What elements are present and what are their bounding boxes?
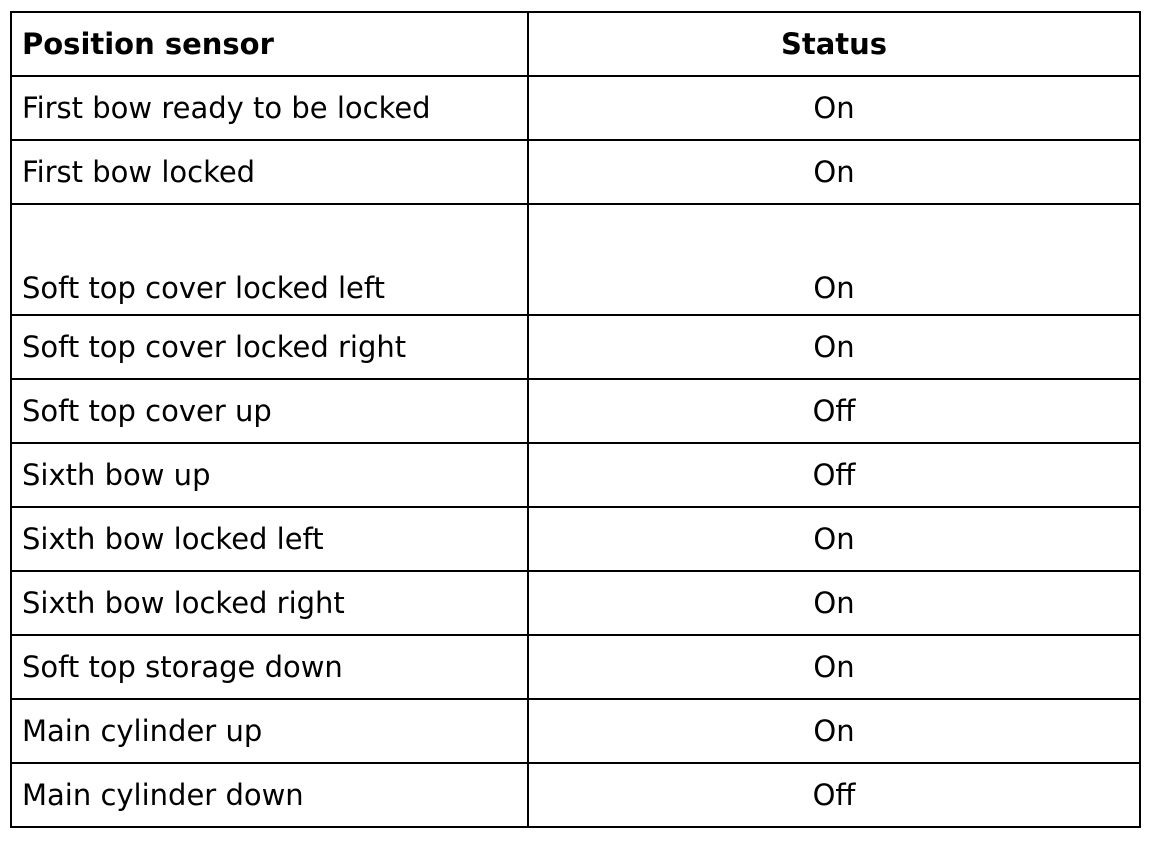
sensor-status-cell: Off [528, 763, 1140, 827]
sensor-name-cell: First bow locked [11, 140, 528, 204]
table-row [11, 443, 1140, 507]
header-position-sensor: Position sensor [11, 12, 528, 76]
header-status: Status [528, 12, 1140, 76]
table-row [11, 635, 1140, 699]
sensor-status-cell: On [528, 571, 1140, 635]
sensor-name-cell: Soft top cover up [11, 379, 528, 443]
sensor-name-cell: Sixth bow locked right [11, 571, 528, 635]
sensor-name-cell: Soft top storage down [11, 635, 528, 699]
sensor-status-cell: On [528, 76, 1140, 140]
table-row [11, 763, 1140, 827]
sensor-name-cell: Main cylinder up [11, 699, 528, 763]
table-row [11, 571, 1140, 635]
table-row [11, 204, 1140, 315]
table-row [11, 140, 1140, 204]
sensor-name-cell: Sixth bow locked left [11, 507, 528, 571]
sensor-status-cell: Off [528, 379, 1140, 443]
sensor-name-cell: First bow ready to be locked [11, 76, 528, 140]
sensor-status-cell: On [528, 204, 1140, 315]
sensor-name-cell: Soft top cover locked right [11, 315, 528, 379]
sensor-status-cell: On [528, 315, 1140, 379]
sensor-name-cell: Sixth bow up [11, 443, 528, 507]
sensor-status-cell: On [528, 699, 1140, 763]
table-row [11, 699, 1140, 763]
table-row [11, 76, 1140, 140]
position-sensor-status-table [10, 11, 1141, 828]
table-row [11, 315, 1140, 379]
table-row [11, 507, 1140, 571]
sensor-status-cell: On [528, 507, 1140, 571]
table-header-row [11, 12, 1140, 76]
sensor-status-cell: Off [528, 443, 1140, 507]
sensor-name-cell: Soft top cover locked left [11, 204, 528, 315]
table-row [11, 379, 1140, 443]
sensor-status-cell: On [528, 140, 1140, 204]
sensor-status-cell: On [528, 635, 1140, 699]
sensor-name-cell: Main cylinder down [11, 763, 528, 827]
